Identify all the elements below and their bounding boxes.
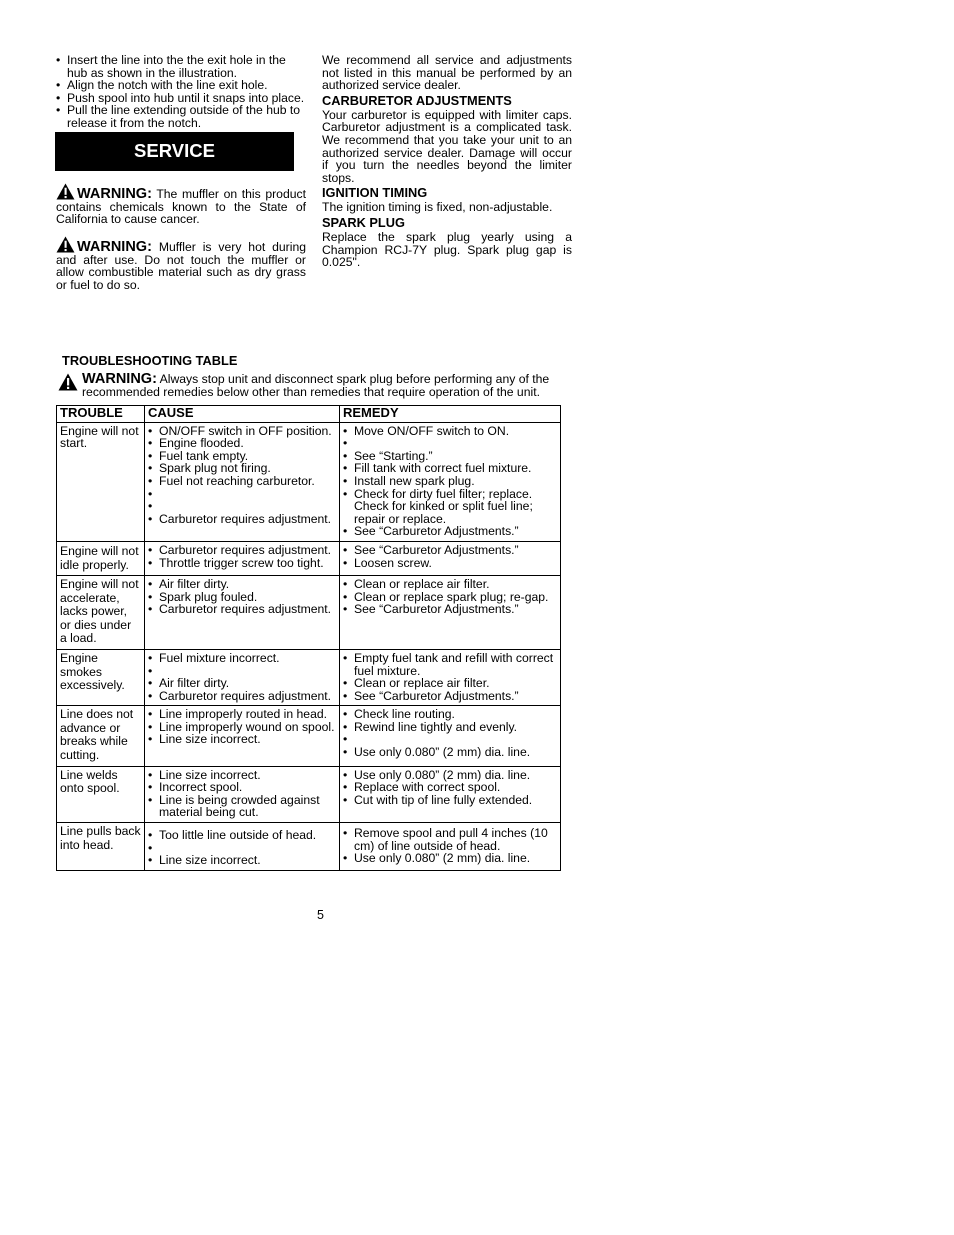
list-item: • Carburetor requires adjustment.: [148, 513, 336, 526]
table-row: [57, 823, 561, 871]
list-item: • Spark plug fouled.: [148, 591, 336, 604]
remedy-cell: [340, 422, 561, 541]
list-item: • Incorrect spool.: [148, 781, 336, 794]
trouble-cell: Line welds onto spool.: [57, 766, 145, 822]
table-row: [57, 706, 561, 766]
list-item: • Throttle trigger screw too tight.: [148, 557, 336, 570]
list-item: • Remove spool and pull 4 inches (10 cm) of line outside of head.: [343, 827, 557, 852]
trouble-cell: Engine will not accelerate, lacks power, or dies under a load.: [57, 575, 145, 649]
list-item: • Line size incorrect.: [148, 854, 336, 867]
list-item: • Replace with correct spool.: [343, 781, 557, 794]
list-item: • Rewind line tightly and evenly.: [343, 721, 557, 734]
list-item: • Line size incorrect.: [148, 733, 336, 746]
header-trouble: TROUBLE: [57, 406, 145, 423]
spark-plug-text: Replace the spark plug yearly using a Champion RCJ-7Y plug. Spark plug gap is 0.025".: [322, 229, 572, 270]
list-item: • Pull the line extending outside of the hub to release it from the notch.: [56, 104, 308, 129]
spool-instructions-list: [56, 54, 308, 130]
trouble-cell: Engine smokes excessively.: [57, 649, 145, 705]
list-item: • Fuel mixture incorrect.: [148, 652, 336, 665]
list-item: • See “Carburetor Adjustments.”: [343, 690, 557, 703]
list-item: • Cut with tip of line fully extended.: [343, 794, 557, 807]
cause-cell: [145, 541, 340, 575]
table-row: [57, 649, 561, 705]
list-item: • Spark plug not firing.: [148, 462, 336, 475]
warning-triangle-icon: [56, 236, 75, 253]
list-item: • Fuel tank empty.: [148, 450, 336, 463]
list-item: • Empty fuel tank and refill with correct fuel mixture.: [343, 652, 557, 677]
list-item: • Insert the line into the the exit hole in the hub as shown in the illustration.: [56, 54, 308, 79]
list-item: • Too little line outside of head.: [148, 829, 336, 842]
cause-cell: [145, 706, 340, 766]
remedy-cell: [340, 541, 561, 575]
service-intro-text: We recommend all service and adjustments not listed in this manual be performed by an authorized service dealer.: [322, 53, 572, 93]
trouble-cell: Line pulls back into head.: [57, 823, 145, 871]
trouble-cell: Engine will not idle properly.: [57, 541, 145, 575]
list-item: • Loosen screw.: [343, 557, 557, 570]
table-row: [57, 575, 561, 649]
warning-label: WARNING:: [82, 371, 157, 387]
ignition-text: The ignition timing is fixed, non-adjustable.: [322, 200, 553, 215]
warning-text: The muffler on this product contains chemicals known to the State of California to cause cancer.: [56, 187, 306, 227]
list-item: • Line is being crowded against material being cut.: [148, 794, 336, 819]
page-number: 5: [317, 908, 324, 922]
list-item: • ON/OFF switch in OFF position.: [148, 425, 336, 438]
table-row: [57, 422, 561, 541]
table-row: [57, 541, 561, 575]
list-item: • Clean or replace air filter.: [343, 677, 557, 690]
list-item: • Air filter dirty.: [148, 677, 336, 690]
troubleshooting-title: TROUBLESHOOTING TABLE: [62, 353, 238, 368]
ignition-heading: IGNITION TIMING: [322, 185, 428, 201]
list-item: • Fill tank with correct fuel mixture.: [343, 462, 557, 475]
trouble-cell: Engine will not start.: [57, 422, 145, 541]
cause-cell: [145, 766, 340, 822]
spark-plug-heading: SPARK PLUG: [322, 214, 405, 230]
cause-cell: [145, 823, 340, 871]
list-item: • See “Carburetor Adjustments.”: [343, 603, 557, 616]
cause-cell: [145, 575, 340, 649]
list-item: • See “Carburetor Adjustments.”: [343, 525, 557, 538]
list-item: • Use only 0.080” (2 mm) dia. line.: [343, 746, 557, 759]
cause-cell: [145, 649, 340, 705]
remedy-cell: [340, 766, 561, 822]
warning-text: Always stop unit and disconnect spark plug before performing any of the recommended remedies below other than remedies that require operation of the unit.: [82, 372, 550, 399]
warning-label: WARNING:: [77, 239, 152, 255]
warning-triangle-icon: [58, 373, 78, 391]
list-item: • Carburetor requires adjustment.: [148, 544, 336, 557]
list-item: • Use only 0.080” (2 mm) dia. line.: [343, 852, 557, 865]
list-item: • Line improperly routed in head.: [148, 708, 336, 721]
left-column: [56, 54, 308, 130]
remedy-cell: [340, 706, 561, 766]
remedy-cell: [340, 575, 561, 649]
list-item: • Check line routing.: [343, 708, 557, 721]
list-item: • Clean or replace spark plug; re-gap.: [343, 591, 557, 604]
remedy-cell: [340, 649, 561, 705]
troubleshooting-warning: [82, 373, 562, 398]
list-item: • Line size incorrect.: [148, 769, 336, 782]
carburetor-heading: CARBURETOR ADJUSTMENTS: [322, 92, 512, 108]
cause-cell: [145, 422, 340, 541]
trouble-cell: Line does not advance or breaks while cutting.: [57, 706, 145, 766]
list-item: • See “Starting.”: [343, 450, 557, 463]
list-item: • See “Carburetor Adjustments.”: [343, 544, 557, 557]
right-column: [322, 54, 572, 269]
warning-triangle-icon: [56, 183, 75, 200]
table-header-row: [57, 406, 561, 423]
warning-muffler-hot: [56, 236, 306, 291]
list-item: • Install new spark plug.: [343, 475, 557, 488]
list-item: • Line improperly wound on spool.: [148, 721, 336, 734]
list-item: • Fuel not reaching carburetor.: [148, 475, 336, 488]
list-item: • Check for dirty fuel filter; replace. Check for kinked or split fuel line; repair or replace.: [343, 488, 557, 526]
list-item: • Use only 0.080” (2 mm) dia. line.: [343, 769, 557, 782]
list-item: • Clean or replace air filter.: [343, 578, 557, 591]
troubleshooting-table: [56, 405, 561, 871]
warning-text: Muffler is very hot during and after use. Do not touch the muffler or allow combustible material such as dry grass or fuel to do so.: [56, 240, 307, 292]
service-banner: SERVICE: [55, 132, 294, 171]
list-item: • Push spool into hub until it snaps into place.: [56, 92, 308, 105]
warning-muffler-chemicals: [56, 183, 306, 226]
remedy-cell: [340, 823, 561, 871]
list-item: • Air filter dirty.: [148, 578, 336, 591]
list-item: • Carburetor requires adjustment.: [148, 603, 336, 616]
list-item: • Align the notch with the line exit hole.: [56, 79, 308, 92]
header-cause: CAUSE: [145, 406, 340, 423]
list-item: • Carburetor requires adjustment.: [148, 690, 336, 703]
list-item: • Move ON/OFF switch to ON.: [343, 425, 557, 438]
header-remedy: REMEDY: [340, 406, 561, 423]
carburetor-text: Your carburetor is equipped with limiter caps. Carburetor adjustment is a complicated task. We recommend that you take your unit to an authorized service dealer. Damage will occur if you turn the needles beyond the limiter stops.: [322, 107, 572, 185]
table-row: [57, 766, 561, 822]
warning-label: WARNING:: [77, 186, 152, 202]
list-item: • Engine flooded.: [148, 437, 336, 450]
